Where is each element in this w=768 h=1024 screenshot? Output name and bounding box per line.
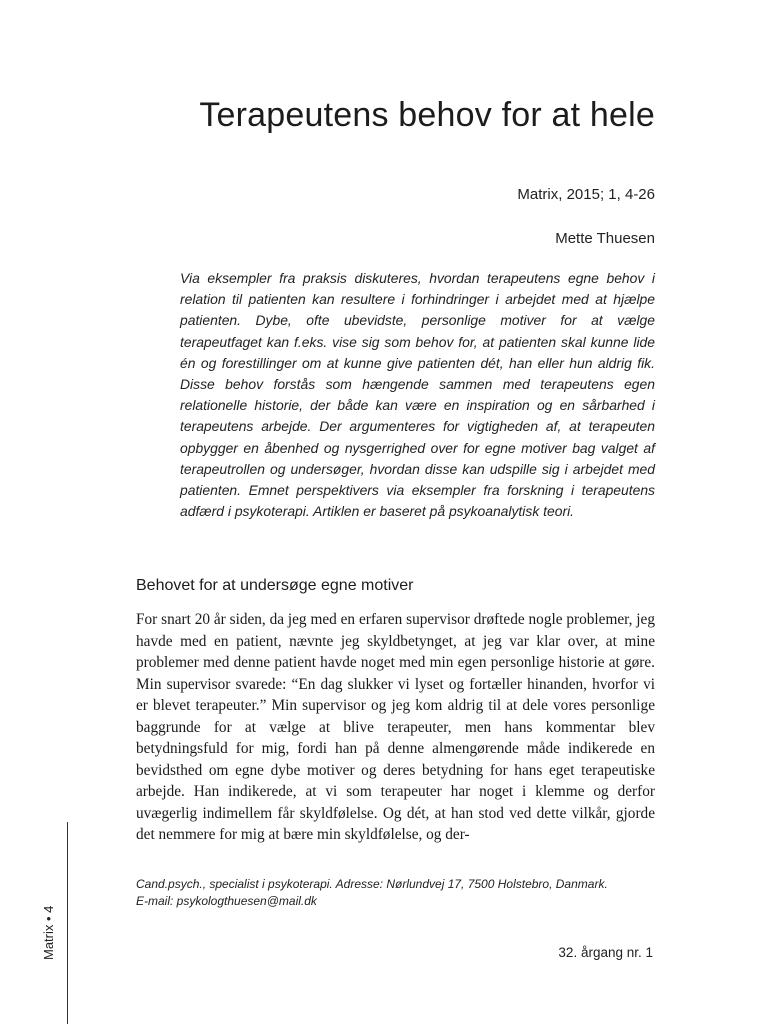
footnote-affiliation: Cand.psych., specialist i psykoterapi. Adresse: Nørlundvej 17, 7500 Holstebro, Danmark. — [136, 877, 608, 891]
body-paragraph: For snart 20 år siden, da jeg med en erfaren supervisor drøftede nogle problemer, jeg havde med en patient, nævnte jeg skyldbetynget, at jeg var klar over, at mine problemer med denne patient havde noget med min egen personlige historie at gøre. Min supervisor svarede: “En dag slukker vi lyset og fortæller hinanden, hvorfor vi er blevet terapeuter.” Min supervisor og jeg kom aldrig til at dele vores personlige baggrunde for at vælge at blive terapeuter, men hans kommentar blev betydningsfuld for mig, fordi han på denne almengørende måde indikerede en bevidsthed om egne dybe motiver og deres betydning for hans eget terapeutiske arbejde. Han indikerede, at vi som terapeuter har noget i klemme og derfor uvægerlig indimellem får skyldfølelse. Og dét, at han stod ved dette vilkår, gjorde det nemmere for mig at bære min skyldfølelse, og der- — [136, 611, 655, 843]
footnote-email: E-mail: psykologthuesen@mail.dk — [136, 894, 317, 908]
issue-number: 32. årgang nr. 1 — [558, 945, 653, 960]
citation: Matrix, 2015; 1, 4-26 — [517, 186, 655, 203]
section-heading: Behovet for at undersøge egne motiver — [136, 577, 414, 594]
author-name: Mette Thuesen — [555, 230, 655, 247]
author-footnote — [136, 876, 656, 910]
page-side-label: Matrix • 4 — [41, 905, 56, 960]
side-rule — [67, 822, 68, 1024]
article-title: Terapeutens behov for at hele — [199, 96, 655, 134]
abstract: Via eksempler fra praksis diskuteres, hvordan terapeutens egne behov i relation til patienten kan resultere i forhindringer i arbejdet med at hjælpe patienten. Dybe, ofte ubevidste, personlige motiver for at vælge terapeutfaget kan f.eks. vise sig som behov for, at patienten skal kunne lide én og forestillinger om at kunne give patienten dét, han eller hun aldrig fik. Disse behov forstås som hængende sammen med terapeutens egen relationelle historie, der både kan være en inspiration og en sårbarhed i terapeutens arbejde. Der argumenteres for vigtigheden af, at terapeuten opbygger en åbenhed og nysgerrighed over for egne motiver bag valget af terapeutrollen og undersøger, hvordan disse kan udspille sig i arbejdet med patienten. Emnet perspektivers via eksempler fra forskning i terapeutens adfærd i psykoterapi. Artiklen er baseret på psykoanalytisk teori. — [180, 270, 655, 520]
